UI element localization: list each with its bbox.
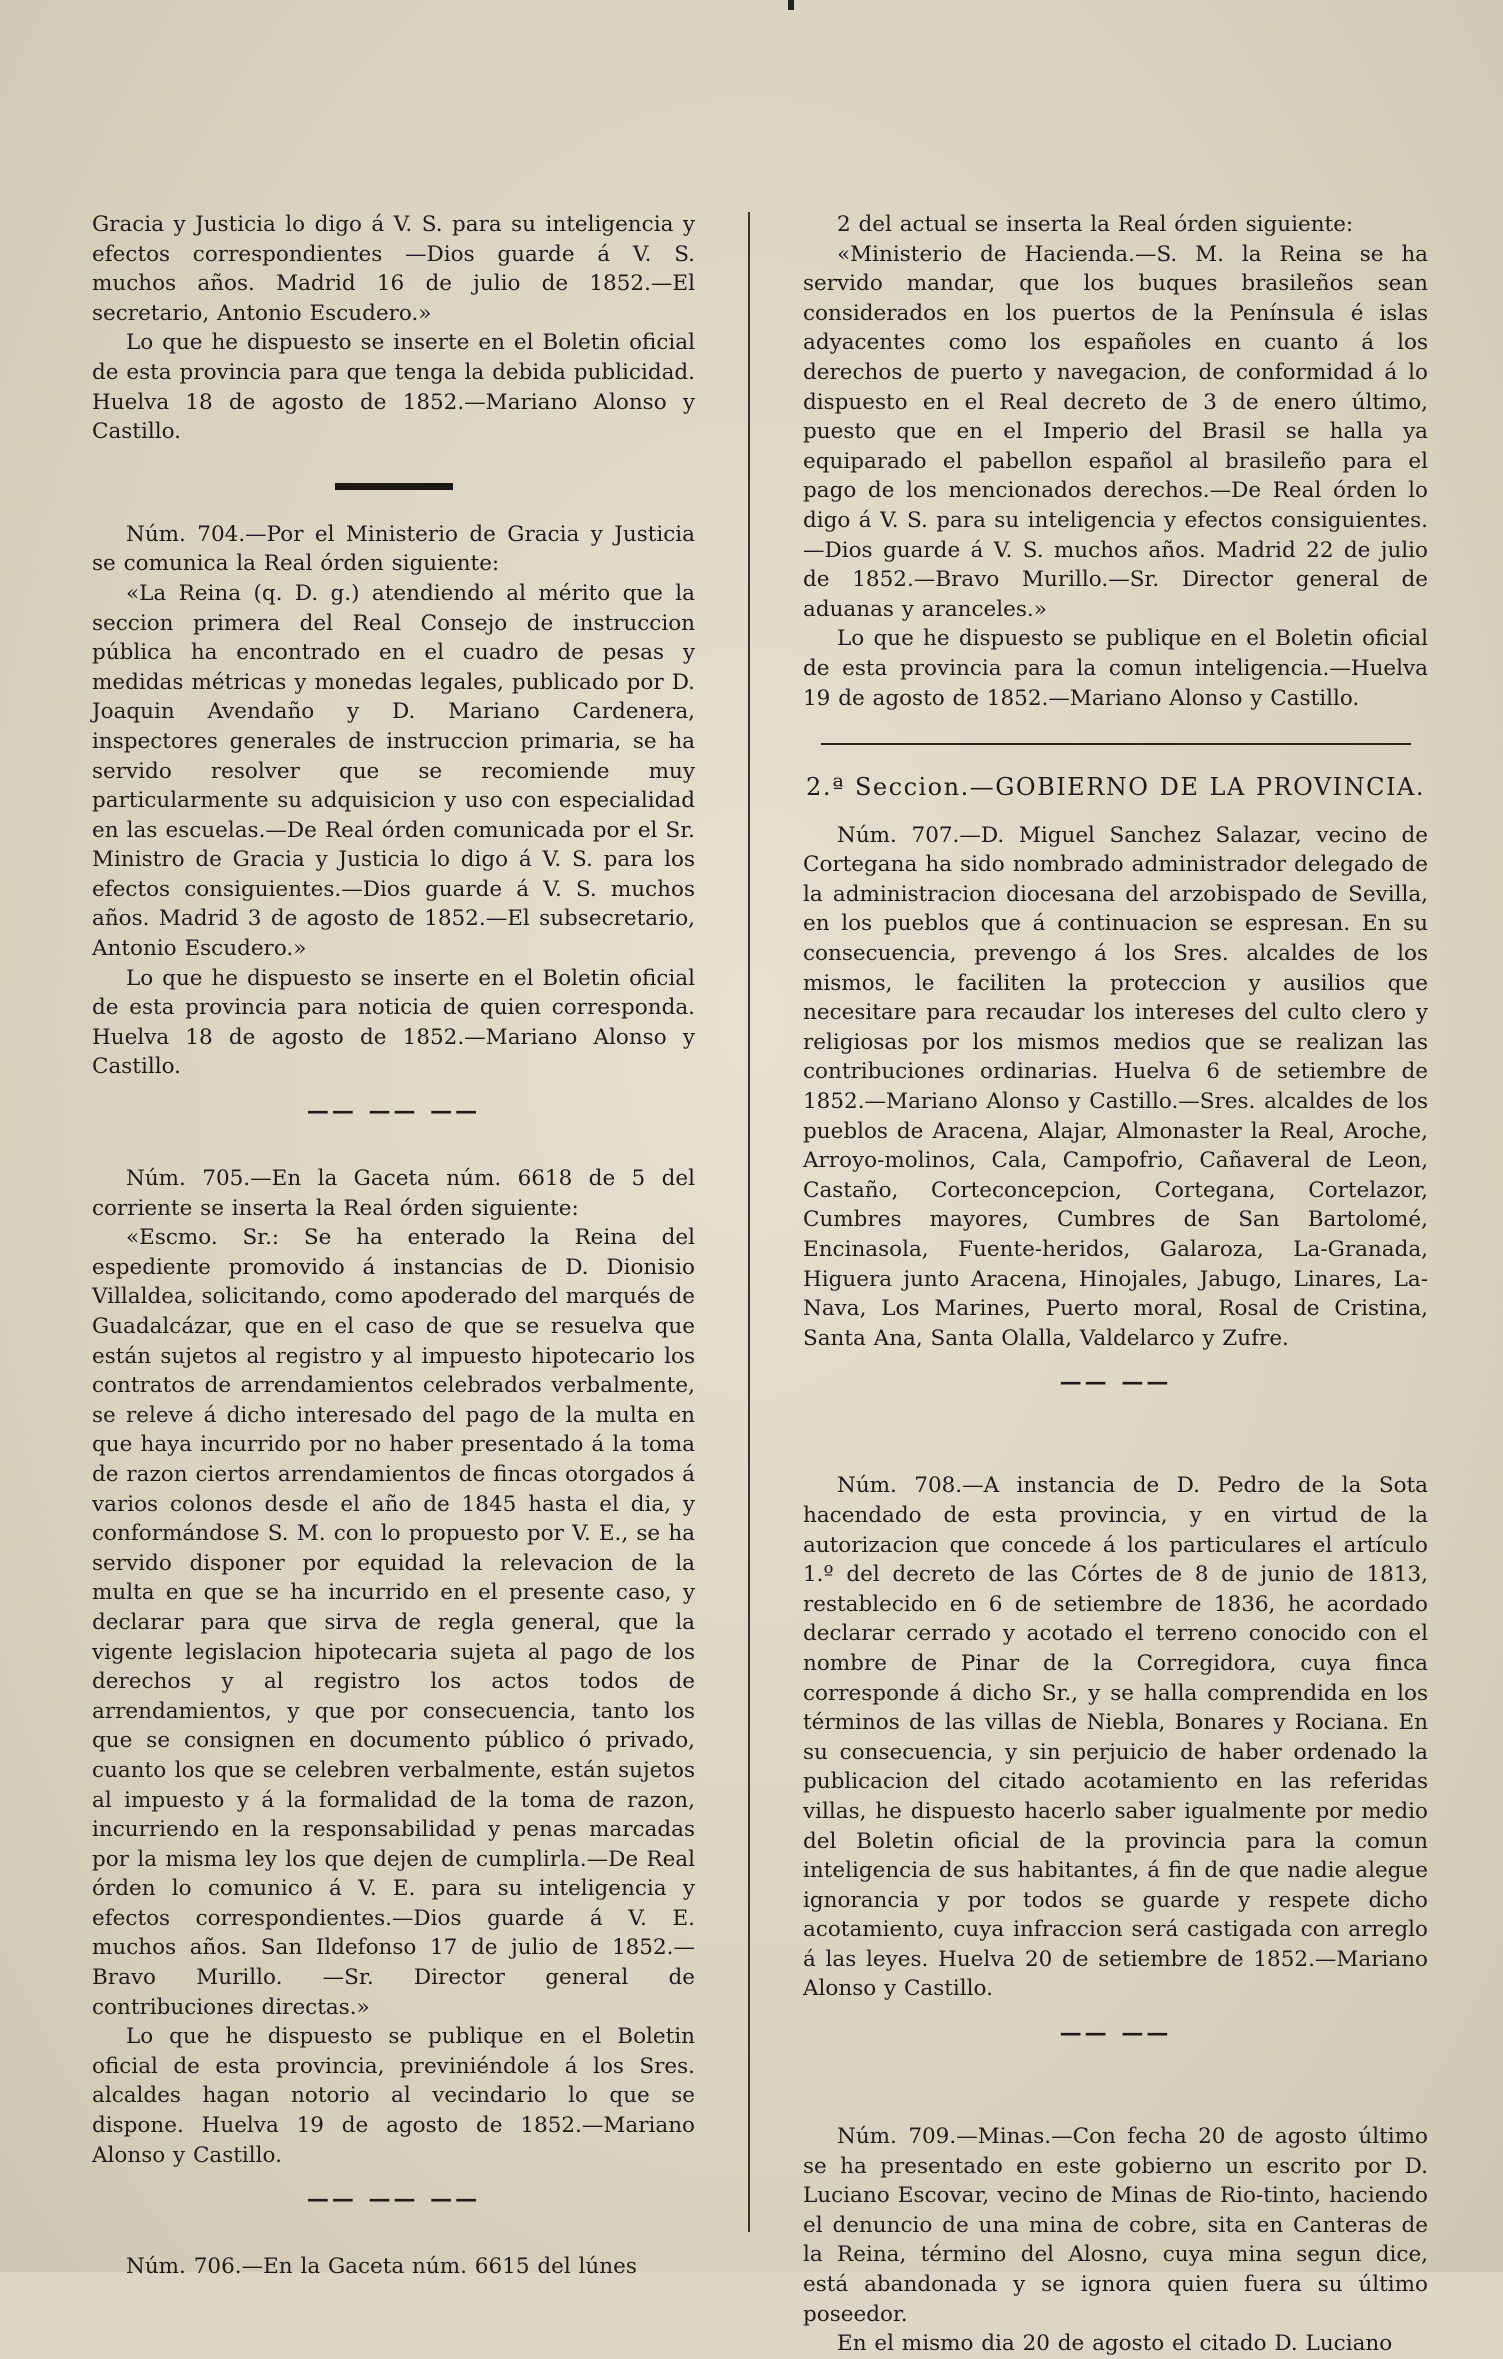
article-708-body: Núm. 708.—A instancia de D. Pedro de la Sota hacendado de esta provincia, y en virtud de la autorizacion que concede á los particulares el artículo 1.º del decreto de las Córtes de 8 de junio de 1813, restablecido en 6 de setiembre de 1836, he acordado declarar cerrado y acotado el terreno conocido con el nombre de Pinar de la Corregidora, cuya finca corresponde á dicho Sr., y se halla comprendida en los términos de las villas de Niebla, Bonares y Rociana. En su consecuencia, y sin perjuicio de haber ordenado la publicacion del citado acotamiento en las referidas villas, he dispuesto hacerlo saber igualmente por medio del Boletin oficial de la provincia para la comun inteligencia de sus habitantes, á fin de que nadie alegue ignorancia y por todos se guarde y respete dicho acotamiento, cuya infraccion será castigada con arreglo á las leyes. Huelva 20 de setiembre de 1852.—Mariano Alonso y Castillo.	[803, 1473, 1428, 2002]
hacienda-order-body: «Ministerio de Hacienda.—S. M. la Reina se ha servido mandar, que los buques brasileños sean considerados en los puertos de la Península é islas adyacentes como los españoles en cuanto á los derechos de puerto y navegacion, de conformidad á lo dispuesto en el Real decreto de 3 de enero último, puesto que en el Imperio del Brasil se halla ya equiparado el pabellon español al brasileño para el pago de los mencionados derechos.—De Real órden lo digo á V. S. para su inteligencia y efectos consiguientes.—Dios guarde á V. S. muchos años. Madrid 22 de julio de 1852.—Bravo Murillo.—Sr. Director general de aduanas y aranceles.»	[803, 241, 1428, 622]
article-704-body: «La Reina (q. D. g.) atendiendo al mérito que la seccion primera del Real Consejo de instruccion pública ha encontrado en el cuadro de pesas y medidas métricas y monedas legales, publicado por D. Joaquin Avendaño y D. Mariano Cardenera, inspectores generales de instruccion primaria, se ha servido resolver que se recomiende muy particularmente su adquisicion y uso con especialidad en las escuelas.—De Real órden comunicada por el Sr. Ministro de Gracia y Justicia lo digo á V. S. para los efectos consiguientes.—Dios guarde á V. S. muchos años. Madrid 3 de agosto de 1852.—El subsecretario, Antonio Escudero.»	[92, 580, 695, 962]
article-705-body: «Escmo. Sr.: Se ha enterado la Reina del espediente promovido á instancias de D. Dionisio Villaldea, solicitando, como apoderado del marqués de Guadalcázar, que en el caso de que se resuelva que están sujetos al registro y al impuesto hipotecario los contratos de arrendamientos celebrados verbalmente, se releve á dicho interesado del pago de la multa en que haya incurrido por no haber presentado á la toma de razon ciertos arrendamientos de fincas otorgados á varios colonos desde el año de 1845 hasta el dia, y conformándose S. M. con lo propuesto por V. E., se ha servido disponer por equidad la relevacion de la multa en que se ha incurrido en el presente caso, y declarar para que sirva de regla general, que la vigente legislacion hipotecaria sujeta al pago de los derechos y al registro los actos todos de arrendamientos, y que por consecuencia, tanto los que se consignen en documento público ó privado, cuanto los que se celebren verbalmente, están sujetos al impuesto y á la formalidad de la toma de razon, incurriendo en la responsabilidad y penas marcadas por la misma ley los que dejen de cumplirla.—De Real órden lo comunico á V. E. para su inteligencia y efectos correspondientes.—Dios guarde á V. E. muchos años. San Ildefonso 17 de julio de 1852.—Bravo Murillo. —Sr. Director general de contribuciones directas.»	[92, 1225, 695, 2020]
hacienda-order-closing: Lo que he dispuesto se publique en el Boletin oficial de esta provincia para la comun inteligencia.—Huelva 19 de agosto de 1852.—Mariano Alonso y Castillo.	[803, 626, 1428, 711]
article-704-closing: Lo que he dispuesto se inserte en el Boletin oficial de esta provincia para noticia de quien corresponda. Huelva 18 de agosto de 1852.—Mariano Alonso y Castillo.	[92, 965, 695, 1080]
spacer-4	[803, 2064, 1428, 2122]
spacer	[92, 1142, 695, 1164]
section-divider	[821, 743, 1411, 745]
dash-divider-2: —— —— ——	[306, 2186, 481, 2213]
page-edge-mark	[788, 0, 794, 10]
article-704-heading: Núm. 704.—Por el Ministerio de Gracia y Justicia se comunica la Real órden siguiente:	[92, 521, 695, 577]
article-705-heading: Núm. 705.—En la Gaceta núm. 6618 de 5 del corriente se inserta la Real órden siguiente:	[92, 1166, 695, 1221]
dash-divider: —— —— ——	[306, 1098, 481, 1125]
left-column	[92, 210, 695, 2282]
right-column	[803, 210, 1428, 2359]
left-paragraph-1: Gracia y Justicia lo digo á V. S. para su inteligencia y efectos correspondientes —Dios guarde á V. S. muchos años. Madrid 16 de julio de 1852.—El secretario, Antonio Escudero.»	[92, 212, 695, 326]
dash-divider-3: —— ——	[1059, 1369, 1172, 1396]
right-paragraph-1: 2 del actual se inserta la Real órden siguiente:	[837, 212, 1354, 237]
article-709-body: Núm. 709.—Minas.—Con fecha 20 de agosto último se ha presentado en este gobierno un escrito por D. Luciano Escovar, vecino de Minas de Rio-tinto, haciendo el denuncio de una mina de cobre, sita en Canteras de la Reina, término del Alosno, cuya mina segun dice, está abandonada y se ignora quien fuera su último poseedor.	[803, 2124, 1428, 2327]
article-709-continuation: En el mismo dia 20 de agosto el citado D. Luciano	[837, 2331, 1393, 2357]
article-706-heading: Núm. 706.—En la Gaceta núm. 6615 del lúnes	[126, 2254, 637, 2280]
heavy-divider	[335, 483, 453, 490]
article-705-closing: Lo que he dispuesto se publique en el Boletin oficial de esta provincia, previniéndole á los Sres. alcaldes hagan notorio al vecindario lo que se dispone. Huelva 19 de agosto de 1852.—Mariano Alonso y Castillo.	[92, 2024, 695, 2168]
left-paragraph-2: Lo que he dispuesto se inserte en el Boletin oficial de esta provincia para que tenga la debida publicidad. Huelva 18 de agosto de 1852.—Mariano Alonso y Castillo.	[92, 330, 695, 445]
column-rule	[748, 212, 750, 2232]
section-heading: 2.ª Seccion.—GOBIERNO DE LA PROVINCIA.	[806, 773, 1425, 802]
article-707-body: Núm. 707.—D. Miguel Sanchez Salazar, vecino de Cortegana ha sido nombrado administrador delegado de la administracion diocesana del arzobispado de Sevilla, en los pueblos que á continuacion se espresan. En su consecuencia, prevengo á los Sres. alcaldes de los mismos, le faciliten la proteccion y ausilios que necesitare para recaudar los intereses del culto clero y religiosas por los mismos medios que se realizan las contribuciones ordinarias. Huelva 6 de setiembre de 1852.—Mariano Alonso y Castillo.—Sres. alcaldes de los pueblos de Aracena, Alajar, Almonaster la Real, Aroche, Arroyo-molinos, Cala, Campofrio, Cañaveral de Leon, Castaño, Corteconcepcion, Cortegana, Cortelazor, Cumbres mayores, Cumbres de San Bartolomé, Encinasola, Fuente-heridos, Galaroza, La-Granada, Higuera junto Aracena, Hinojales, Jabugo, Linares, La-Nava, Los Marines, Puerto moral, Rosal de Cristina, Santa Ana, Santa Olalla, Valdelarco y Zufre.	[803, 822, 1428, 1351]
spacer-3	[803, 1413, 1428, 1471]
spacer-2	[92, 2230, 695, 2252]
dash-divider-4: —— ——	[1059, 2020, 1172, 2047]
